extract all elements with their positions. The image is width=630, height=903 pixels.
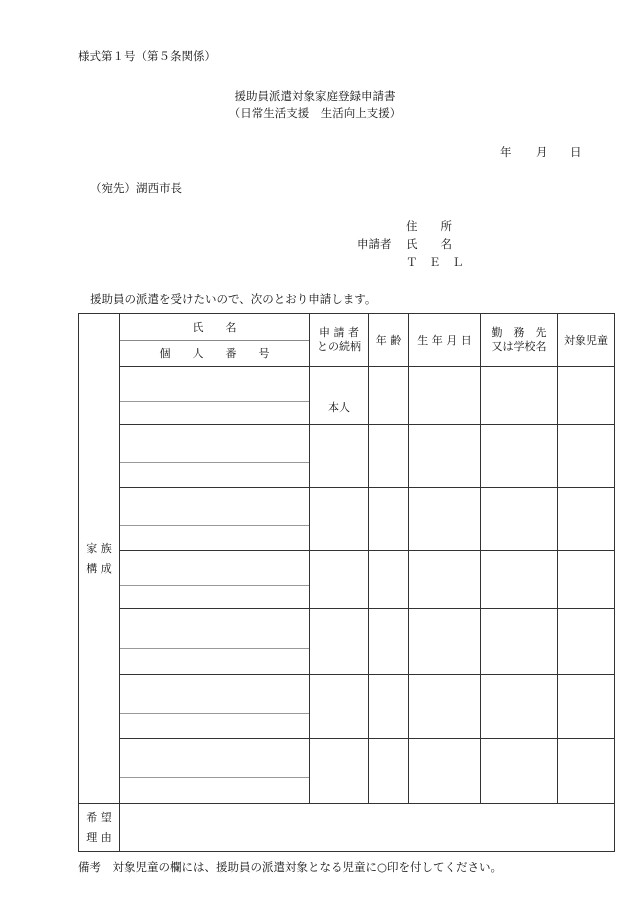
relation-cell[interactable] bbox=[310, 551, 369, 609]
table-row bbox=[79, 739, 615, 804]
target-child-cell[interactable] bbox=[558, 739, 615, 804]
relation-header: 申 請 者 との続柄 bbox=[310, 314, 369, 367]
target-child-header: 対象児童 bbox=[558, 314, 615, 367]
work-school-cell[interactable] bbox=[481, 739, 558, 804]
name-number-cell[interactable] bbox=[120, 609, 310, 675]
age-cell[interactable] bbox=[369, 367, 409, 425]
age-cell[interactable] bbox=[369, 488, 409, 551]
target-child-cell[interactable] bbox=[558, 425, 615, 488]
name-number-cell[interactable] bbox=[120, 488, 310, 551]
table-row bbox=[79, 609, 615, 675]
document-title: 援助員派遣対象家庭登録申請書 bbox=[234, 89, 396, 103]
age-cell[interactable] bbox=[369, 425, 409, 488]
relation-cell[interactable] bbox=[310, 425, 369, 488]
relation-cell[interactable]: 本人 bbox=[310, 367, 369, 425]
age-cell[interactable] bbox=[369, 551, 409, 609]
age-header: 年 齢 bbox=[369, 314, 409, 367]
birthdate-cell[interactable] bbox=[409, 425, 481, 488]
document-subtitle: （日常生活支援 生活向上支援） bbox=[228, 106, 402, 120]
date-month-label: 月 bbox=[536, 145, 548, 159]
target-child-cell[interactable] bbox=[558, 367, 615, 425]
target-child-cell[interactable] bbox=[558, 675, 615, 739]
form-number: 様式第１号（第５条関係） bbox=[78, 49, 216, 63]
name-number-cell[interactable] bbox=[120, 739, 310, 804]
applicant-label: 申請者 bbox=[357, 237, 392, 251]
birthdate-cell[interactable] bbox=[409, 739, 481, 804]
family-table bbox=[78, 313, 615, 852]
name-header bbox=[120, 314, 310, 367]
addressee: （宛先）湖西市長 bbox=[90, 181, 182, 195]
name-number-cell[interactable] bbox=[120, 367, 310, 425]
table-header-row bbox=[79, 314, 615, 367]
table-row bbox=[79, 367, 615, 425]
name-number-cell[interactable] bbox=[120, 675, 310, 739]
table-row bbox=[79, 675, 615, 739]
name-column-header: 氏 名 bbox=[120, 314, 309, 341]
work-school-cell[interactable] bbox=[481, 551, 558, 609]
intro-text: 援助員の派遣を受けたいので、次のとおり申請します。 bbox=[90, 292, 377, 306]
work-school-cell[interactable] bbox=[481, 675, 558, 739]
family-composition-label: 家 族 構 成 bbox=[79, 314, 120, 804]
name-number-cell[interactable] bbox=[120, 551, 310, 609]
table-row bbox=[79, 488, 615, 551]
relation-cell[interactable] bbox=[310, 488, 369, 551]
relation-cell[interactable] bbox=[310, 675, 369, 739]
remarks-note: 備考 対象児童の欄には、援助員の派遣対象となる児童に○印を付してください。 bbox=[78, 860, 503, 874]
target-child-cell[interactable] bbox=[558, 488, 615, 551]
target-child-cell[interactable] bbox=[558, 609, 615, 675]
work-school-header: 勤 務 先 又は学校名 bbox=[481, 314, 558, 367]
personal-number-column-header: 個 人 番 号 bbox=[159, 347, 270, 361]
birthdate-cell[interactable] bbox=[409, 551, 481, 609]
work-school-cell[interactable] bbox=[481, 425, 558, 488]
birthdate-cell[interactable] bbox=[409, 367, 481, 425]
birthdate-cell[interactable] bbox=[409, 609, 481, 675]
work-school-cell[interactable] bbox=[481, 609, 558, 675]
applicant-address-label: 住 所 bbox=[406, 219, 452, 233]
age-cell[interactable] bbox=[369, 739, 409, 804]
birthdate-cell[interactable] bbox=[409, 488, 481, 551]
age-cell[interactable] bbox=[369, 675, 409, 739]
date-day-label: 日 bbox=[570, 145, 582, 159]
table-row bbox=[79, 551, 615, 609]
reason-field[interactable] bbox=[120, 804, 615, 852]
reason-row bbox=[79, 804, 615, 852]
name-number-cell[interactable] bbox=[120, 425, 310, 488]
applicant-tel-label: Ｔ Ｅ Ｌ bbox=[406, 255, 464, 269]
age-cell[interactable] bbox=[369, 609, 409, 675]
target-child-cell[interactable] bbox=[558, 551, 615, 609]
work-school-cell[interactable] bbox=[481, 488, 558, 551]
work-school-cell[interactable] bbox=[481, 367, 558, 425]
applicant-name-label: 氏 名 bbox=[406, 237, 452, 251]
birthdate-cell[interactable] bbox=[409, 675, 481, 739]
table-row bbox=[79, 425, 615, 488]
reason-label: 希 望 理 由 bbox=[79, 804, 120, 852]
relation-cell[interactable] bbox=[310, 609, 369, 675]
date-year-label: 年 bbox=[500, 145, 512, 159]
birthdate-header: 生 年 月 日 bbox=[409, 314, 481, 367]
relation-cell[interactable] bbox=[310, 739, 369, 804]
